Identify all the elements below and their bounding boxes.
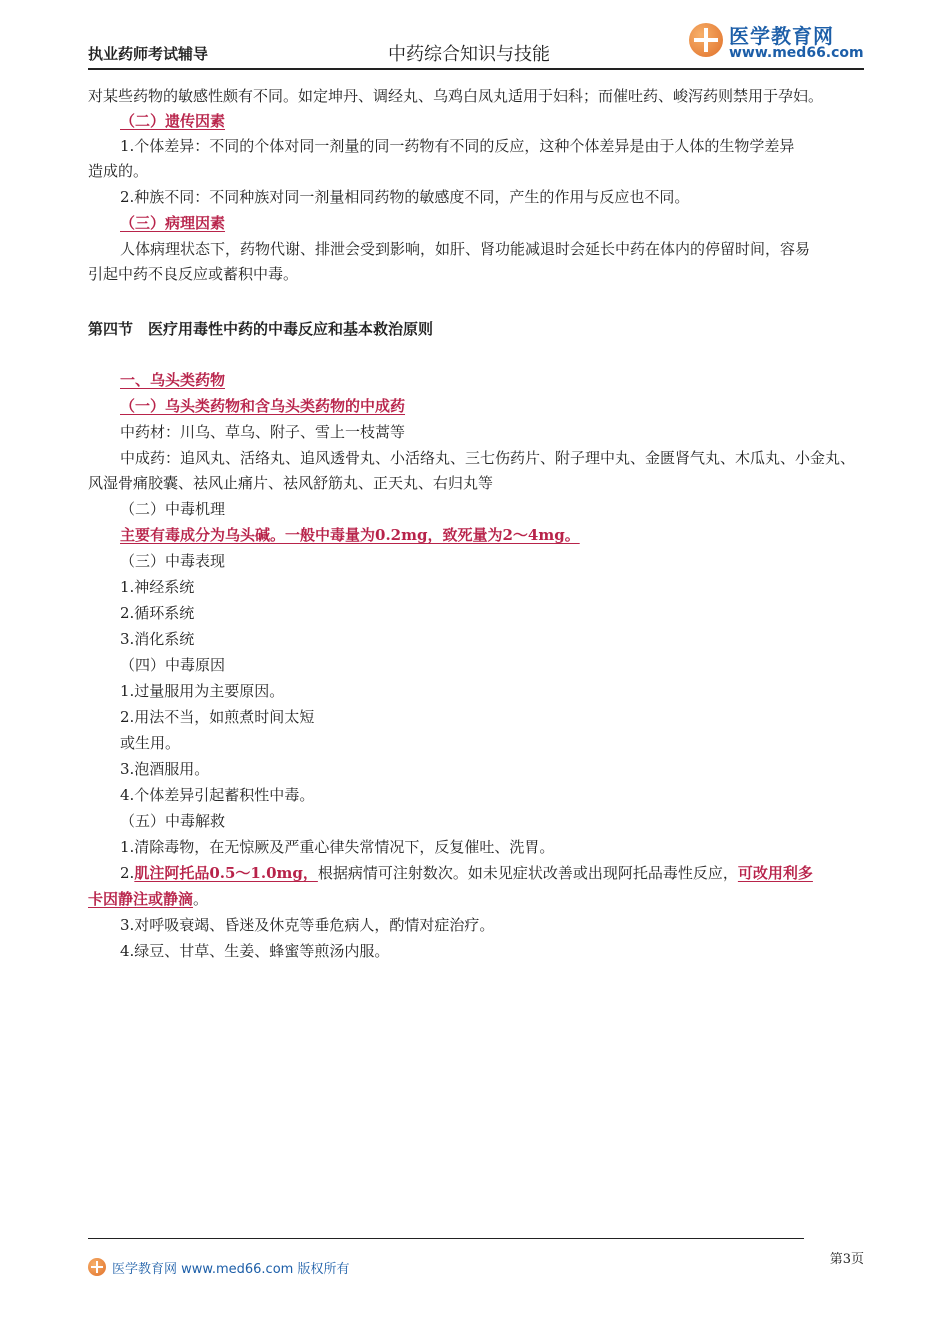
subheading: （三）中毒表现 xyxy=(120,552,226,570)
site-logo[interactable] xyxy=(689,20,864,64)
list-item: 4.个体差异引起蓄积性中毒。 xyxy=(120,786,315,804)
list-item: 或生用。 xyxy=(120,734,181,752)
paragraph-line: 1.个体差异：不同的个体对同一剂量的同一药物有不同的反应，这种个体差异是由于人体的生物学差异 xyxy=(120,137,795,155)
footer-copyright[interactable]: 医学教育网 www.med66.com 版权所有 xyxy=(112,1262,350,1277)
list-item-continued xyxy=(88,889,208,909)
key-point: 可改用利多 xyxy=(737,864,813,882)
paragraph-text: 。 xyxy=(193,890,209,908)
header-subject-title: 中药综合知识与技能 xyxy=(388,44,550,65)
list-item: 3.消化系统 xyxy=(120,630,195,648)
footer-divider xyxy=(88,1238,804,1239)
paragraph-line: 对某些药物的敏感性颇有不同。如定坤丹、调经丸、乌鸡白凤丸适用于妇科；而催吐药、峻泻药则禁用于孕妇。 xyxy=(88,87,824,105)
list-item: 4.绿豆、甘草、生姜、蜂蜜等煎汤内服。 xyxy=(120,942,390,960)
list-item: 3.泡酒服用。 xyxy=(120,760,210,778)
heading-genetic-factors: （二）遗传因素 xyxy=(120,112,226,130)
paragraph-line: 造成的。 xyxy=(88,162,149,180)
footer-logo-icon xyxy=(88,1258,106,1276)
paragraph-line: 中成药：追风丸、活络丸、追风透骨丸、小活络丸、三七伤药片、附子理中丸、金匮肾气丸、木瓜丸、小金丸、 xyxy=(120,449,856,467)
logo-cross-icon xyxy=(689,23,723,57)
list-item: 3.对呼吸衰竭、昏迷及休克等垂危病人，酌情对症治疗。 xyxy=(120,916,495,934)
paragraph-line: 中药材：川乌、草乌、附子、雪上一枝蒿等 xyxy=(120,423,406,441)
heading-aconite-drugs: （一）乌头类药物和含乌头类药物的中成药 xyxy=(120,397,406,415)
list-item: 1.清除毒物，在无惊厥及严重心律失常情况下，反复催吐、洗胃。 xyxy=(120,838,555,856)
heading-aconite: 一、乌头类药物 xyxy=(120,371,226,389)
subheading: （四）中毒原因 xyxy=(120,656,226,674)
page-number: 第3页 xyxy=(829,1252,864,1267)
paragraph-line: 引起中药不良反应或蓄积中毒。 xyxy=(88,265,299,283)
logo-title: 医学教育网 xyxy=(729,24,834,48)
page-header xyxy=(88,18,864,70)
paragraph-line: 人体病理状态下，药物代谢、排泄会受到影响，如肝、肾功能减退时会延长中药在体内的停留时间，容易 xyxy=(120,240,811,258)
list-number: 2. xyxy=(120,864,135,882)
heading-pathological-factors: （三）病理因素 xyxy=(120,214,226,232)
key-point: 肌注阿托品0.5～1.0mg， xyxy=(134,864,318,882)
paragraph-line: 风湿骨痛胶囊、祛风止痛片、祛风舒筋丸、正天丸、右归丸等 xyxy=(88,474,494,492)
section-title: 第四节 医疗用毒性中药的中毒反应和基本救治原则 xyxy=(88,320,434,338)
key-point: 主要有毒成分为乌头碱。一般中毒量为0.2mg，致死量为2～4mg。 xyxy=(120,526,580,544)
list-item xyxy=(120,863,813,883)
header-course-name: 执业药师考试辅导 xyxy=(88,45,209,63)
paragraph-line: 2.种族不同：不同种族对同一剂量相同药物的敏感度不同，产生的作用与反应也不同。 xyxy=(120,188,690,206)
list-item: 1.过量服用为主要原因。 xyxy=(120,682,285,700)
paragraph-text: 根据病情可注射数次。如未见症状改善或出现阿托品毒性反应， xyxy=(317,864,738,882)
subheading: （五）中毒解救 xyxy=(120,812,226,830)
subheading: （二）中毒机理 xyxy=(120,500,226,518)
list-item: 2.用法不当，如煎煮时间太短 xyxy=(120,708,315,726)
list-item: 2.循环系统 xyxy=(120,604,195,622)
key-point: 卡因静注或静滴 xyxy=(88,890,194,908)
logo-url[interactable]: www.med66.com xyxy=(729,45,864,61)
list-item: 1.神经系统 xyxy=(120,578,195,596)
